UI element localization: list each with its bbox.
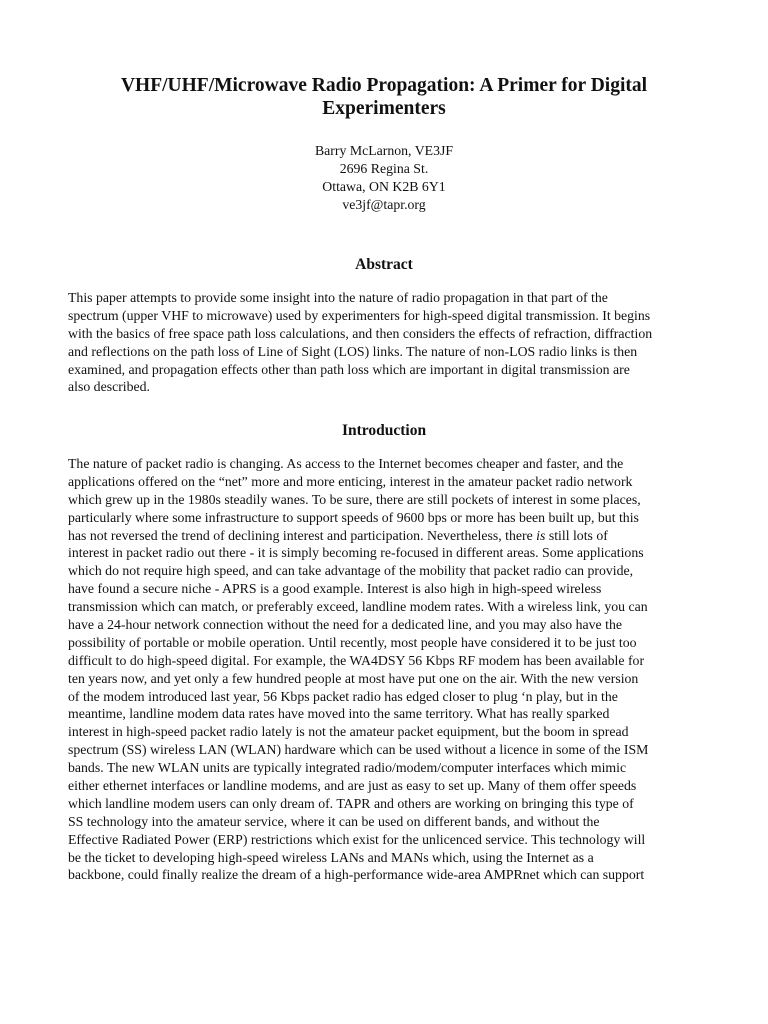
intro-line: spectrum (SS) wireless LAN (WLAN) hardware which can be used without a licence in some of the ISM (68, 742, 649, 758)
author-city: Ottawa, ON K2B 6Y1 (322, 179, 446, 194)
paper-title (60, 74, 708, 120)
intro-line-text: still lots of (545, 527, 608, 543)
intro-line: bands. The new WLAN units are typically integrated radio/modem/computer interfaces which mimic (68, 760, 627, 776)
abstract-line: and reflections on the path loss of Line of Sight (LOS) links. The nature of non-LOS radio links is then (68, 343, 638, 359)
intro-line: of the modem introduced last year, 56 Kbps packet radio has edged closer to plug ‘n play, but in the (68, 688, 618, 704)
intro-line: either ethernet interfaces or landline modems, and are just as easy to set up. Many of them offer speeds (68, 778, 637, 794)
abstract-line: This paper attempts to provide some insight into the nature of radio propagation in that part of the (68, 290, 608, 305)
introduction-paragraph (68, 455, 708, 884)
abstract-paragraph (68, 289, 708, 396)
intro-line: difficult to do high-speed digital. For example, the WA4DSY 56 Kbps RF modem has been available for (68, 652, 645, 668)
intro-line: backbone, could finally realize the dream of a high-performance wide-area AMPRnet which can support (68, 867, 645, 883)
title-line: VHF/UHF/Microwave Radio Propagation: A Primer for Digital (120, 75, 648, 96)
intro-line: The nature of packet radio is changing. As access to the Internet becomes cheaper and faster, and the (68, 456, 624, 471)
intro-line: which landline modem users can only dream of. TAPR and others are working on bringing this type of (68, 795, 634, 811)
author-street: 2696 Regina St. (339, 161, 429, 176)
emphasis-is: is (536, 527, 546, 543)
intro-line-with-emphasis (68, 527, 708, 545)
intro-line: have a 24-hour network connection without the need for a dedicated line, and you may also have the (68, 617, 622, 633)
abstract-line: spectrum (upper VHF to microwave) used by experimenters for high-speed digital transmission. It begins (68, 307, 651, 323)
abstract-heading: Abstract (355, 256, 413, 273)
introduction-heading: Introduction (341, 422, 427, 439)
abstract-line: examined, and propagation effects other than path loss which are important in digital transmission are (68, 361, 630, 377)
abstract-line: also described. (68, 379, 150, 395)
intro-line: transmission which can match, or preferably exceed, landline modem rates. With a wireless link, you can (68, 599, 648, 615)
intro-line: interest in packet radio out there - it is simply becoming re-focused in different areas. Some applications (68, 545, 644, 561)
intro-line: particularly where some infrastructure to support speeds of 9600 bps or more has been built up, but this (68, 509, 639, 525)
title-line: Experimenters (322, 98, 446, 119)
intro-line: have found a secure niche - APRS is a good example. Interest is also high in high-speed wireless (68, 581, 602, 597)
intro-line: ten years now, and yet only a few hundred people at most have put one on the air. With the new version (68, 670, 639, 686)
intro-line: applications offered on the “net” more and more enticing, interest in the amateur packet radio network (68, 473, 633, 489)
intro-line: meantime, landline modem data rates have moved into the same territory. What has really sparked (68, 706, 610, 722)
intro-line: SS technology into the amateur service, where it can be used on different bands, and without the (68, 813, 600, 829)
intro-line: which grew up in the 1980s steadily wanes. To be sure, there are still pockets of interest in some places, (68, 491, 641, 507)
intro-line: Effective Radiated Power (ERP) restrictions which exist for the unlicenced service. This technology will (68, 831, 646, 847)
author-block (184, 142, 584, 214)
author-email: ve3jf@tapr.org (342, 197, 426, 212)
abstract-line: with the basics of free space path loss calculations, and then considers the effects of refraction, diffraction (68, 325, 653, 341)
author-name: Barry McLarnon, VE3JF (314, 143, 454, 158)
intro-line: be the ticket to developing high-speed wireless LANs and MANs which, using the Internet as a (68, 849, 594, 865)
intro-line: interest in high-speed packet radio lately is not the amateur packet equipment, but the boom in spread (68, 724, 629, 740)
intro-line-text: has not reversed the trend of declining interest and participation. Nevertheless, there (68, 527, 537, 543)
intro-line: possibility of portable or mobile operation. Until recently, most people have considered it to be just too (68, 634, 637, 650)
intro-line: which do not require high speed, and can take advantage of the mobility that packet radio can provide, (68, 563, 634, 579)
